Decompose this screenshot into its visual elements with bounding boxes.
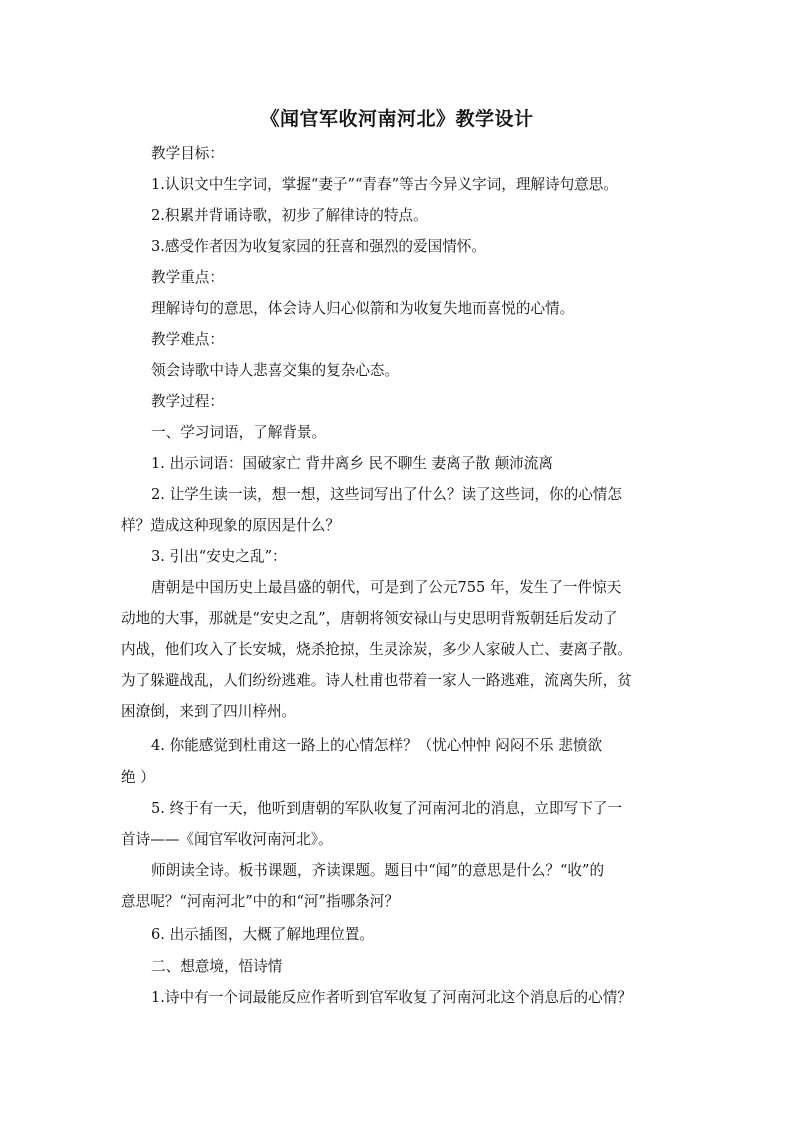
para-2a: 师朗读全诗。板书课题，齐读课题。题目中“闻”的意思是什么？“收”的 — [151, 862, 605, 879]
key-heading: 教学重点： — [151, 269, 224, 286]
step-5b: 首诗——《闻官军收河南河北》。 — [121, 831, 333, 848]
section-2: 二、想意境，悟诗情 — [151, 958, 283, 975]
key-text: 理解诗句的意思，体会诗人归心似箭和为收复失地而喜悦的心情。 — [151, 300, 575, 317]
step-2a: 2. 让学生读一读，想一想，这些词写出了什么？读了这些词，你的心情怎 — [151, 486, 622, 503]
goal-1: 1.认识文中生字词，掌握“妻子”“青春”等古今异义字词，理解诗句意思。 — [151, 176, 618, 193]
step-5a: 5. 终于有一天，他听到唐朝的军队收复了河南河北的消息，立即写下了一 — [151, 800, 622, 817]
document-title: 《闻官军收河南河北》教学设计 — [260, 108, 534, 130]
process-heading: 教学过程： — [151, 393, 224, 410]
step-1: 1. 出示词语：国破家亡 背井离乡 民不聊生 妻离子散 颠沛流离 — [151, 455, 553, 472]
step-4a: 4. 你能感觉到杜甫这一路上的心情怎样？（忧心忡忡 闷闷不乐 悲愤欲 — [151, 737, 603, 754]
para-1c: 内战，他们攻入了长安城，烧杀抢掠，生灵涂炭，多少人家破人亡、妻离子散。 — [121, 641, 632, 658]
step-2b: 样？造成这种现象的原因是什么？ — [121, 517, 340, 534]
para-1e: 困潦倒，来到了四川梓州。 — [121, 703, 297, 720]
diff-heading: 教学难点： — [151, 331, 224, 348]
goal-heading: 教学目标： — [151, 145, 224, 162]
para-1a: 唐朝是中国历史上最昌盛的朝代，可是到了公元755 年，发生了一件惊天 — [151, 579, 622, 596]
para-2b: 意思呢？“河南河北”中的和“河”指哪条河？ — [121, 893, 399, 910]
diff-text: 领会诗歌中诗人悲喜交集的复杂心态。 — [151, 362, 400, 379]
para-1d: 为了躲避战乱，人们纷纷逃难。诗人杜甫也带着一家人一路逃难，流离失所，贫 — [121, 672, 632, 689]
question-1: 1.诗中有一个词最能反应作者听到官军收复了河南河北这个消息后的心情？ — [151, 989, 632, 1006]
goal-3: 3.感受作者因为收复家园的狂喜和强烈的爱国情怀。 — [151, 238, 486, 255]
goal-2: 2.积累并背诵诗歌，初步了解律诗的特点。 — [151, 207, 428, 224]
step-3: 3. 引出“安史之乱”： — [151, 548, 287, 565]
step-6: 6. 出示插图，大概了解地理位置。 — [151, 926, 374, 943]
para-1b: 动地的大事，那就是“安史之乱”，唐朝将领安禄山与史思明背叛朝廷后发动了 — [121, 610, 618, 627]
section-1: 一、学习词语，了解背景。 — [151, 424, 327, 441]
step-4b: 绝 ） — [121, 769, 155, 786]
